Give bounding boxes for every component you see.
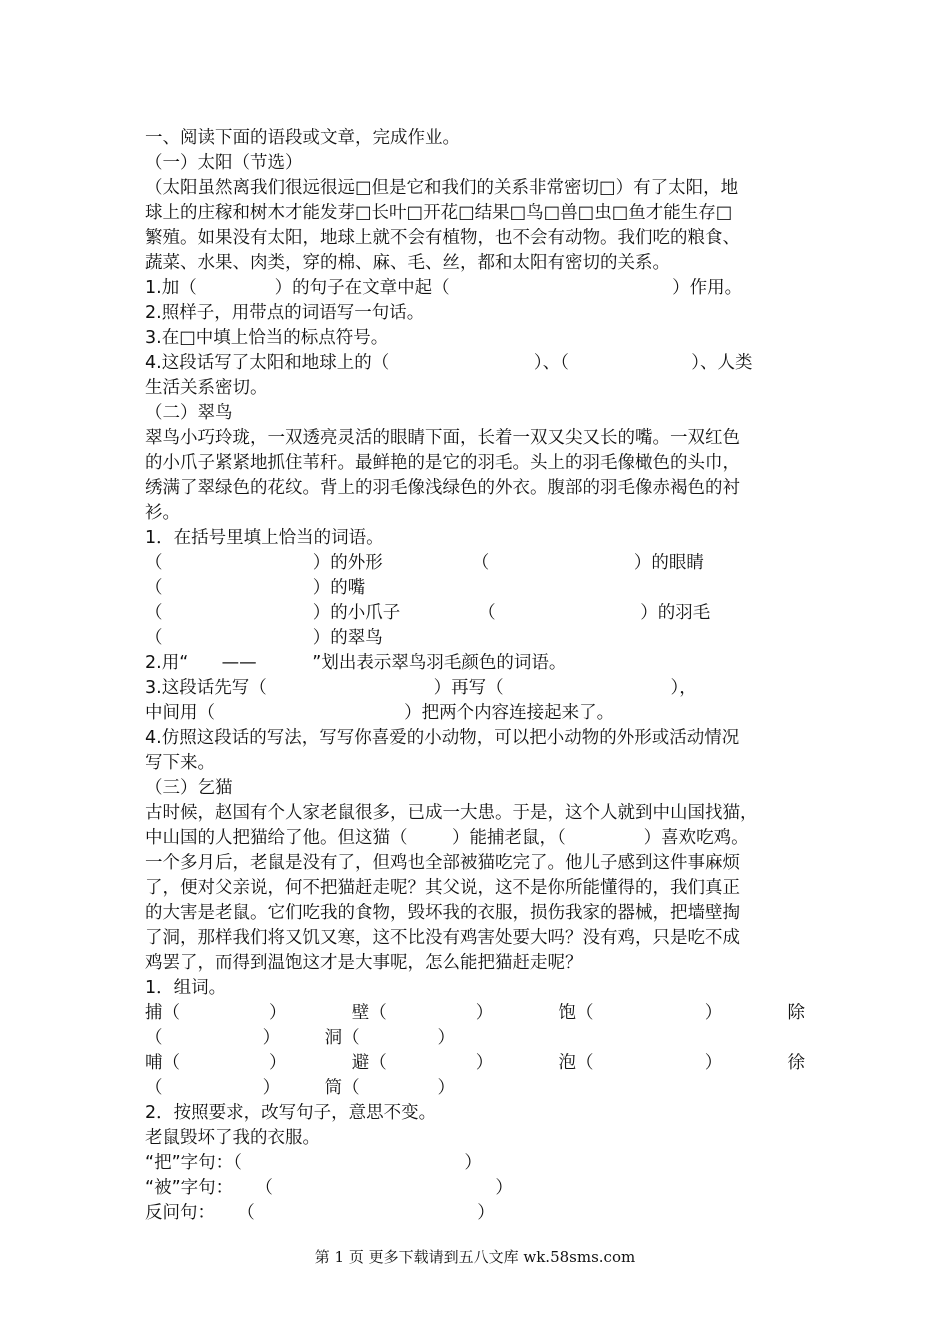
question-line: 1．在括号里填上恰当的词语。: [145, 528, 384, 548]
text-line: 翠鸟小巧玲珑，一双透亮灵活的眼睛下面，长着一双又尖又长的嘴。一双红色: [145, 428, 740, 448]
rewrite-line: “把”字句：（ ）: [145, 1153, 482, 1173]
question-line: 2.用“ —— ”划出表示翠鸟羽毛颜色的词语。: [145, 653, 567, 673]
passage-title-kingfisher: （二）翠鸟: [145, 403, 233, 423]
word-group-row: [145, 1051, 805, 1075]
fill-blank-line: （ ）的翠鸟: [145, 628, 383, 648]
question-line: 中间用（ ）把两个内容连接起来了。: [145, 703, 615, 723]
word-blank: 哺（ ）: [145, 1053, 287, 1073]
text-line: 一个多月后，老鼠是没有了，但鸡也全部被猫吃完了。他儿子感到这件事麻烦: [145, 853, 740, 873]
text-line: （太阳虽然离我们很远很远□但是它和我们的关系非常密切□）有了太阳，地: [145, 178, 739, 198]
text-line: 中山国的人把猫给了他。但这猫（ ）能捕老鼠，（ ）喜欢吃鸡。: [145, 828, 749, 848]
question-line: 3.在□中填上恰当的标点符号。: [145, 328, 389, 348]
text-line: 绣满了翠绿色的花纹。背上的羽毛像浅绿色的外衣。腹部的羽毛像赤褐色的衬: [145, 478, 740, 498]
page-footer: 第 1 页 更多下载请到五八文库 wk.58sms.com: [314, 1248, 636, 1266]
word-group-row: [145, 1001, 805, 1025]
text-line: 衫。: [145, 503, 180, 523]
text-line: 的小爪子紧紧地抓住苇秆。最鲜艳的是它的羽毛。头上的羽毛像橄色的头巾，: [145, 453, 740, 473]
question-line: 1．组词。: [145, 978, 227, 998]
text-line: 鸡罢了，而得到温饱这才是大事呢，怎么能把猫赶走呢？: [145, 953, 583, 973]
word-blank: 除: [787, 1003, 805, 1023]
text-line: 球上的庄稼和树木才能发芽□长叶□开花□结果□鸟□兽□虫□鱼才能生存□: [145, 203, 733, 223]
fill-blank-line: （ ）的外形 （ ）的眼睛: [145, 553, 704, 573]
section-heading: 一、阅读下面的语段或文章，完成作业。: [145, 128, 460, 148]
text-line: 繁殖。如果没有太阳，地球上就不会有植物，也不会有动物。我们吃的粮食、: [145, 228, 740, 248]
word-blank: 泡（ ）: [558, 1053, 723, 1073]
question-line: 4.仿照这段话的写法，写写你喜爱的小动物，可以把小动物的外形或活动情况: [145, 728, 740, 748]
text-line: 生活关系密切。: [145, 378, 268, 398]
question-line: 4.这段话写了太阳和地球上的（ ）、（ ）、人类: [145, 353, 753, 373]
question-line: 2.照样子，用带点的词语写一句话。: [145, 303, 425, 323]
question-line: 1.加（ ）的句子在文章中起（ ）作用。: [145, 278, 743, 298]
text-line: 的大害是老鼠。它们吃我的食物，毁坏我的衣服，损伤我家的器械，把墙壁掏: [145, 903, 740, 923]
fill-blank-line: （ ）的小爪子 （ ）的羽毛: [145, 603, 711, 623]
word-blank: 捕（ ）: [145, 1003, 287, 1023]
text-line: 古时候，赵国有个人家老鼠很多，已成一大患。于是，这个人就到中山国找猫，: [145, 803, 758, 823]
text-line: 了洞，那样我们将又饥又寒，这不比没有鸡害处要大吗？没有鸡，只是吃不成: [145, 928, 740, 948]
fill-blank-line: （ ）的嘴: [145, 578, 366, 598]
word-blank: 壁（ ）: [351, 1003, 494, 1023]
rewrite-line: 反问句： （ ）: [145, 1203, 495, 1223]
text-line: 写下来。: [145, 753, 215, 773]
word-blank: 徐: [787, 1053, 805, 1073]
word-blank: 避（ ）: [351, 1053, 494, 1073]
passage-title-cat: （三）乞猫: [145, 778, 233, 798]
text-line: 了，便对父亲说，何不把猫赶走呢？其父说，这不是你所能懂得的，我们真正: [145, 878, 740, 898]
passage-title-sun: （一）太阳（节选）: [145, 153, 303, 173]
question-line: 3.这段话先写（ ）再写（ ），: [145, 678, 697, 698]
text-line: 蔬菜、水果、肉类，穿的棉、麻、毛、丝，都和太阳有密切的关系。: [145, 253, 670, 273]
word-group-row: （ ） 洞（ ）: [145, 1028, 456, 1048]
word-blank: 饱（ ）: [558, 1003, 723, 1023]
question-line: 2．按照要求，改写句子，意思不变。: [145, 1103, 437, 1123]
word-group-row: （ ） 筒（ ）: [145, 1078, 456, 1098]
rewrite-line: “被”字句： （ ）: [145, 1178, 513, 1198]
text-line: 老鼠毁坏了我的衣服。: [145, 1128, 320, 1148]
